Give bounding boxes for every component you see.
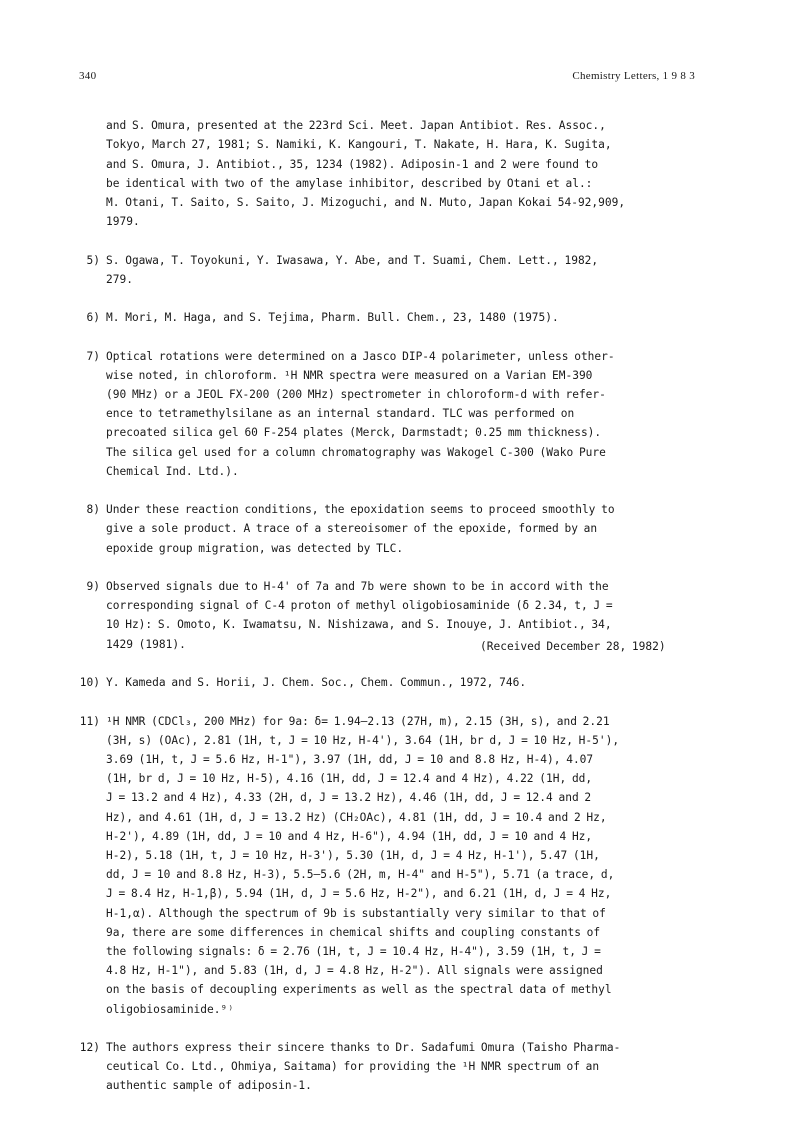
reference-item [71,289,717,327]
reference-item [71,692,717,1018]
reference-item [71,1019,717,1096]
reference-text: Under these reaction conditions, the epoxidation seems to proceed smoothly to give a sole product. A trace of a stereoisomer of the epoxide, formed by an epoxide group migration, was detected by TLC. [106,503,615,555]
reference-item [71,654,717,692]
reference-number: 9) [86,580,100,594]
reference-item [71,327,717,481]
reference-item [71,97,717,231]
received-date: (Received December 28, 1982) [480,640,666,653]
reference-number: 11) [79,714,100,728]
reference-number: 10) [79,676,100,690]
reference-text: Observed signals due to H-4' of 7a and 7b were shown to be in accord with the corresponding signal of C-4 proton of methyl oligobiosaminide (δ 2.34, t, J = 10 Hz): S. Omoto, K. Iwamatsu, N. Nishizawa, and S. Inouye, J. Antibiot., 34, 1429 (1981). [106,580,613,651]
journal-title: Chemistry Letters, 1 9 8 3 [572,70,695,82]
reference-text: M. Mori, M. Haga, and S. Tejima, Pharm. Bull. Chem., 23, 1480 (1975). [106,311,559,325]
reference-number: 12) [79,1040,100,1054]
reference-text: and S. Omura, presented at the 223rd Sci. Meet. Japan Antibiot. Res. Assoc., Tokyo, March 27, 1981; S. Namiki, K. Kangouri, T. Nakate, H. Hara, K. Sugita, and S. Omura, J. Antibiot., 35, 1234 (1982). Adiposin-1 and 2 were found to be identical with two of the amylase inhibitor, described by Otani et al.: M. Otani, T. Saito, S. Saito, J. Mizoguchi, and N. Muto, Japan Kokai 54-92,909, 1979. [106,119,626,229]
reference-number: 7) [86,349,100,363]
page-number: 340 [79,70,97,82]
reference-number: 8) [86,503,100,517]
reference-item [71,231,717,289]
reference-number: 6) [86,311,100,325]
reference-text: ¹H NMR (CDCl₃, 200 MHz) for 9a: δ= 1.94–2.13 (27H, m), 2.15 (3H, s), and 2.21 (3H, s) (OAc), 2.81 (1H, t, J = 10 Hz, H-4'), 3.64 (1H, br d, J = 10 Hz, H-5'), 3.69 (1H, t, J = 5.6 Hz, H-1"), 3.97 (1H, dd, J = 10 and 8.8 Hz, H-4), 4.07 (1H, br d, J = 10 Hz, H-5), 4.16 (1H, dd, J = 12.4 and 4 Hz), 4.22 (1H, dd, J = 13.2 and 4 Hz), 4.33 (2H, d, J = 13.2 Hz), 4.46 (1H, dd, J = 12.4 and 2 Hz), and 4.61 (1H, d, J = 13.2 Hz) (CH₂OAc), 4.81 (1H, dd, J = 10.4 and 2 Hz, H-2'), 4.89 (1H, dd, J = 10 and 4 Hz, H-6"), 4.94 (1H, dd, J = 10 and 4 Hz, H-2), 5.18 (1H, t, J = 10 Hz, H-3'), 5.30 (1H, d, J = 4 Hz, H-1'), 5.47 (1H, dd, J = 10 and 8.8 Hz, H-3), 5.5–5.6 (2H, m, H-4" and H-5"), 5.71 (a trace, d, J = 8.4 Hz, H-1,β), 5.94 (1H, d, J = 5.6 Hz, H-2"), and 6.21 (1H, d, J = 4 Hz, H-1,α). Although the spectrum of 9b is substantially very similar to that of 9a, there are some differences in chemical shifts and coupling constants of the following signals: δ = 2.76 (1H, t, J = 10.4 Hz, H-4"), 3.59 (1H, t, J = 4.8 Hz, H-1"), and 5.83 (1H, d, J = 4.8 Hz, H-2"). All signals were assigned on the basis of decoupling experiments as well as the spectral data of methyl oligobiosaminide.⁹⁾ [106,714,620,1016]
reference-text: Optical rotations were determined on a Jasco DIP-4 polarimeter, unless other- wise noted, in chloroform. ¹H NMR spectra were measured on a Varian EM-390 (90 MHz) or a JEOL FX-200 (200 MHz) spectrometer in chloroform-d with refer- ence to tetramethylsilane as an internal standard. TLC was performed on precoated silica gel 60 F-254 plates (Merck, Darmstadt; 0.25 mm thickness). The silica gel used for a column chromatography was Wakogel C-300 (Wako Pure Chemical Ind. Ltd.). [106,349,615,478]
reference-text: S. Ogawa, T. Toyokuni, Y. Iwasawa, Y. Abe, and T. Suami, Chem. Lett., 1982, 279. [106,253,599,286]
reference-list [71,97,717,1096]
reference-text: The authors express their sincere thanks to Dr. Sadafumi Omura (Taisho Pharma- ceutical Co. Ltd., Ohmiya, Saitama) for providing the ¹H NMR spectrum of an authentic sample of adiposin-1. [106,1040,621,1093]
reference-item [71,481,717,558]
reference-text: Y. Kameda and S. Horii, J. Chem. Soc., Chem. Commun., 1972, 746. [106,676,527,690]
reference-number: 5) [86,253,100,267]
